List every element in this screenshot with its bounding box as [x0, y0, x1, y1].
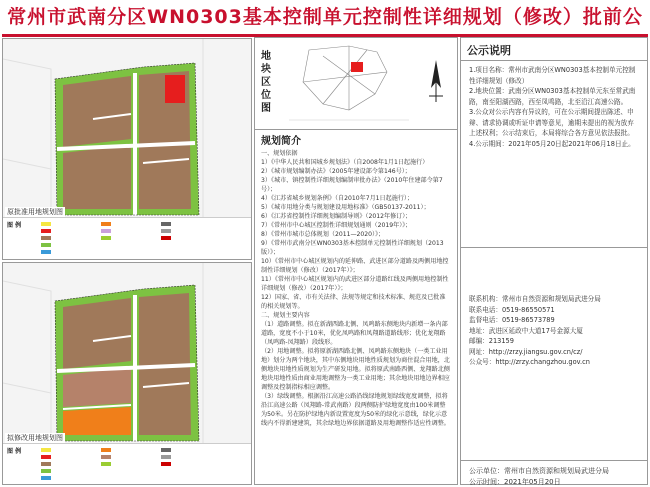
- legend-swatch: [41, 469, 51, 473]
- lower-legend-title: 图 例: [7, 448, 22, 455]
- contact-unit: 联系机构：常州市自然资源和规划局武进分局: [469, 295, 601, 303]
- content-item: （3）绿线调整。根据沿江高速公路沿线绿地规划绿线宽度调整，拟将沿江高速公路（凤翔路-常武南路）段两侧防护绿地宽度由100米调整为50米。另在防护绿地内新设置宽度为50米的绿化示意线，绿化示意线内不得新建建筑，其余绿地边界依据道路及用地调整作适应性调整。: [261, 393, 450, 427]
- notice-body: [461, 61, 647, 247]
- legend-swatch: [41, 222, 51, 226]
- basis-item: 4）《江苏省城乡规划条例》（自2010年7月1日起施行）；: [261, 195, 414, 202]
- content-item: （1）道路调整。拟在新湖西路北侧、凤鸣路东侧地块内新增一条内部道路，宽度不小于10米，优化凤鸣路和凤翔路道路线形；优化龙翔路（凤鸣路-凤翔路）段线形。: [261, 321, 448, 346]
- lower-map-panel: [2, 262, 252, 485]
- legend-swatch: [41, 462, 51, 466]
- lower-map-label: 拟修改用地规划图: [7, 434, 63, 442]
- middle-panel: [254, 37, 458, 485]
- notice-item: 2.地块位置：武南分区WN0303基本控制单元东至常武南路，南至阳湖西路，西至凤鸣路，北至沿江高速公路。: [469, 87, 636, 106]
- legend-swatch: [161, 448, 171, 452]
- notice-item: 4.公示期间：2021年05月20日起2021年06月18日止。: [469, 139, 635, 148]
- legend-swatch: [101, 448, 111, 452]
- contact-website: 网址：http://zrzy.jiangsu.gov.cn/cz/: [469, 347, 583, 356]
- basis-item: 5）《城市用地分类与规划建设用地标准》（GB50137-2011）；: [261, 204, 430, 211]
- basis-title: 一、规划依据: [261, 150, 298, 157]
- location-label: 地块区位图: [261, 51, 271, 114]
- footer-block: [461, 462, 647, 487]
- legend-swatch: [161, 455, 171, 459]
- upper-legend: [3, 217, 251, 259]
- footer-org: 公示单位：常州市自然资源和规划局武进分局: [469, 467, 609, 475]
- right-panel: [460, 37, 648, 485]
- north-arrow-icon: [425, 58, 447, 104]
- contact-tel: 联系电话：0519-86550571: [469, 305, 555, 314]
- notice-item: 1.项目名称：常州市武南分区WN0303基本控制单元控制性详细规划（修改）: [469, 66, 636, 85]
- upper-map-label: 原批准用地规划图: [7, 208, 63, 216]
- legend-swatch: [41, 455, 51, 459]
- legend-swatch: [41, 236, 51, 240]
- upper-map-panel: [2, 38, 252, 260]
- legend-swatch: [101, 455, 111, 459]
- legend-swatch: [101, 229, 111, 233]
- basis-item: 6）《江苏省控制性详细规划编制导则》（2012年修订）；: [261, 213, 412, 220]
- lower-legend: [3, 443, 251, 484]
- footer-date: 公示时间：2021年05月20日: [469, 477, 561, 486]
- basis-item: 12）国家、省、市有关法律、法规等规定和技术标准、规范及已批准的相关规划等。: [261, 294, 446, 310]
- basis-item: 2）《城市规划编制办法》（2005年建设部令第146号）；: [261, 168, 411, 175]
- divider: [461, 460, 647, 461]
- intro-heading: 规划简介: [261, 136, 301, 147]
- upper-legend-title: 图 例: [7, 222, 22, 229]
- plan-intro: [255, 130, 457, 428]
- contact-block: [461, 248, 647, 372]
- basis-item: 8）《常州市城市总体规划（2011—2020）》；: [261, 231, 385, 238]
- contact-zip: 邮编：213159: [469, 337, 514, 345]
- legend-swatch: [41, 243, 51, 247]
- notice-item: 3.公众对公示内容有异议的，可在公示期间提出陈述、申辩、请求协调或听证申请等意见，逾期未提出的视为放弃上述权利；公示结束后，本局将综合各方意见依法报批。: [469, 108, 634, 137]
- legend-swatch: [41, 476, 51, 480]
- upper-land-use-map: [3, 39, 251, 217]
- legend-swatch: [101, 236, 111, 240]
- lower-land-use-map: [3, 263, 251, 443]
- legend-swatch: [161, 462, 171, 466]
- intro-body: [255, 149, 457, 428]
- contact-address: 地址：武进区延政中大道17号金源大厦: [469, 326, 583, 335]
- content-title: 二、规划主要内容: [261, 312, 310, 319]
- legend-swatch: [41, 250, 51, 254]
- contact-website: 公众号：http://zrzy.changzhou.gov.cn: [469, 358, 590, 366]
- upper-map-canvas: [3, 39, 251, 217]
- basis-item: 9）《常州市武南分区WN0303基本控制单元控制性详细规划（2013版）》；: [261, 240, 444, 256]
- basis-item: 11）《常州市中心城区规划内的武进区部分道路红线及两侧用地控制性详细规划（修改）（2017年）》；: [261, 276, 449, 292]
- legend-swatch: [101, 222, 111, 226]
- legend-swatch: [41, 448, 51, 452]
- page-title: 常州市武南分区WN0303基本控制单元控制性详细规划（修改）批前公: [0, 0, 650, 34]
- contact-fax: 监督电话：0519-86573789: [469, 316, 555, 324]
- basis-item: 7）《常州市中心城区控制性详细规划通则（2019年）》；: [261, 222, 412, 229]
- legend-swatch: [101, 462, 111, 466]
- basis-item: 10）《常州市中心城区规划内的延伸路、武进区部分道路及两侧用地控制性详细规划（修改）（2017年）》；: [261, 258, 449, 274]
- location-map-panel: [255, 38, 457, 130]
- content-item: （2）用地调整。拟将原新湖西路北侧、凤鸣路东侧地块（一类工业用地）划分为两个地块，其中东侧地块用地性质规划为商住混合用地，北侧地块用地性质规划为生产研发用地。拟将原武南路西侧、龙翔路北侧地块用地性质由商业用地调整为一类工业用地；其余地块用地边界相应调整及控制指标相应调整。: [261, 348, 450, 391]
- notice-heading: 公示说明: [467, 44, 511, 57]
- lower-map-canvas: [3, 263, 251, 443]
- legend-swatch: [161, 236, 171, 240]
- legend-swatch: [161, 229, 171, 233]
- location-map: [279, 42, 419, 126]
- legend-swatch: [161, 222, 171, 226]
- basis-item: 3）《城市、镇控制性详细规划编制审批办法》（2010年住建部令第7号）；: [261, 177, 443, 193]
- basis-item: 1）《中华人民共和国城乡规划法》（自2008年1月1日起施行）: [261, 159, 429, 166]
- legend-swatch: [41, 229, 51, 233]
